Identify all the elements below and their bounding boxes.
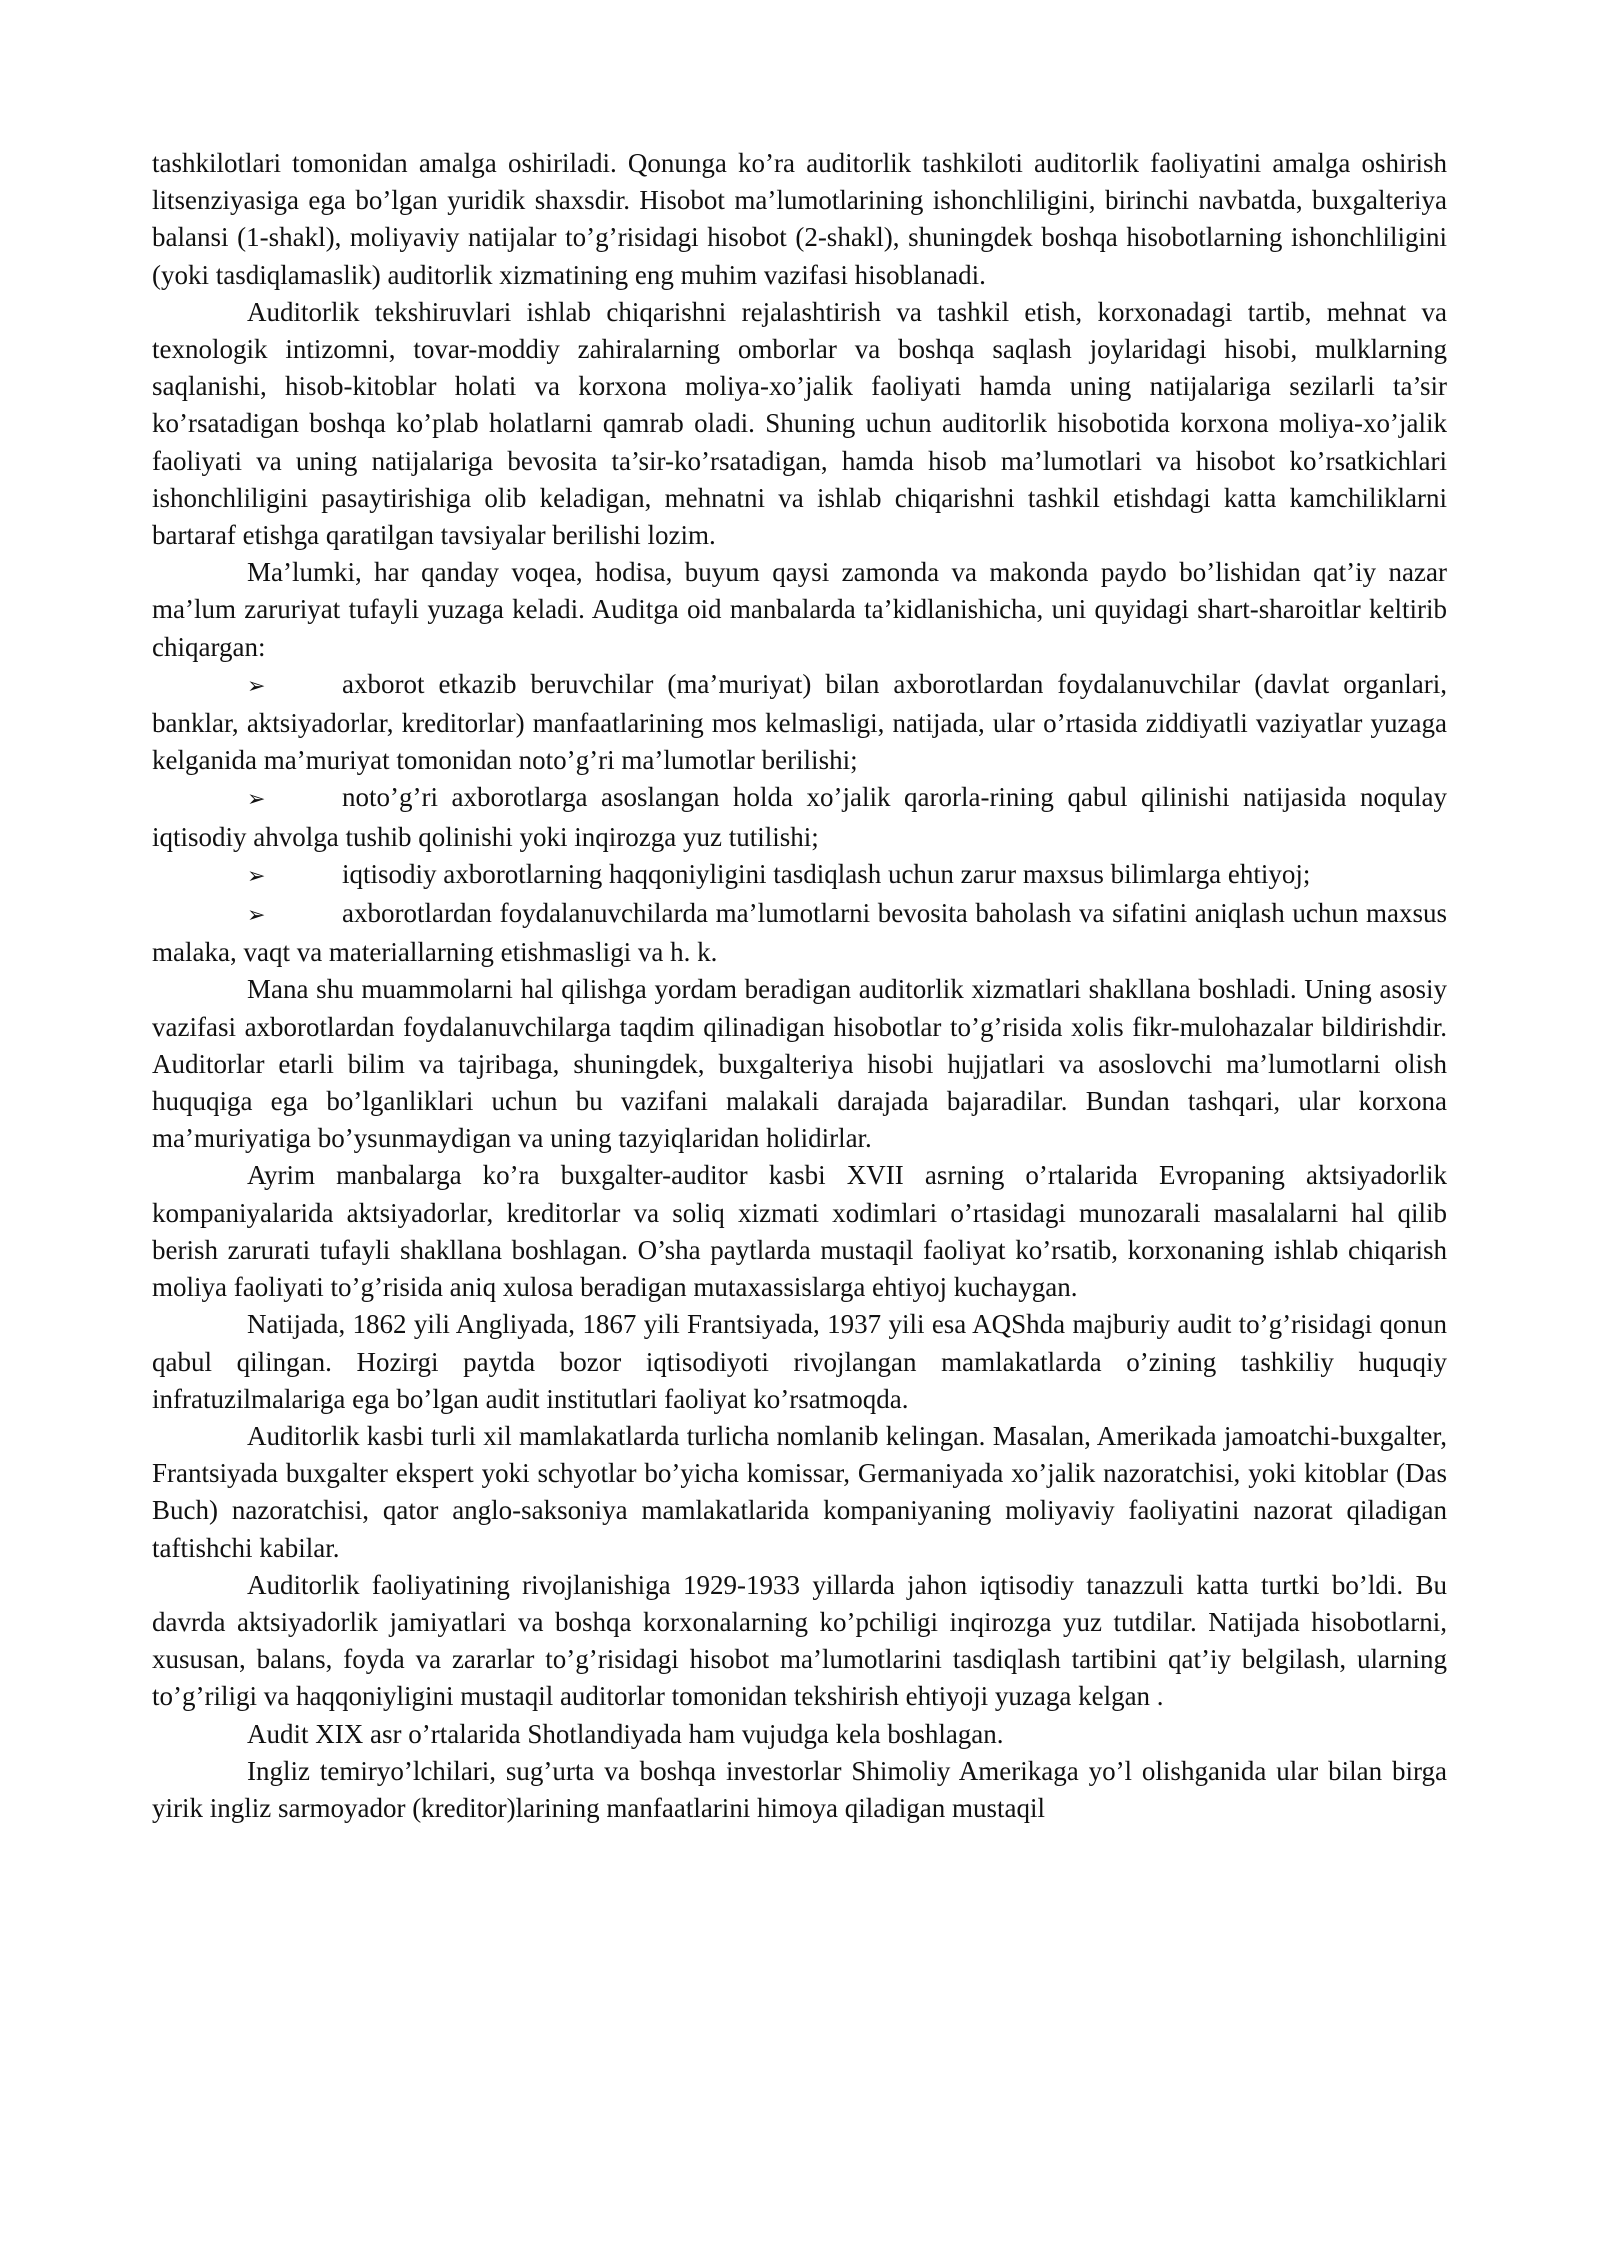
paragraph: Auditorlik faoliyatining rivojlanishiga 1929-1933 yillarda jahon iqtisodiy tanazzuli katta turtki bo’ldi. Bu davrda aktsiyadorlik jamiyatlari va boshqa korxonalarning ko’pchiligi inqirozga yuz tutdilar. Natijada hisobotlarni, xususan, balans, foyda va zararlar to’g’risidagi hisobot ma’lumotlarini tasdiqlash tartibini qat’iy belgilash, ularning to’g’riligi va haqqoniyligini mustaqil auditorlar tomonidan tekshirish ehtiyoji yuzaga kelgan . bbox=[152, 1569, 1447, 1712]
paragraph: Ingliz temiryo’lchilari, sug’urta va boshqa investorlar Shimoliy Amerikaga yo’l olishganida ular bilan birga yirik ingliz sarmoyador (kreditor)larining manfaatlarini himoya qiladigan mustaqil bbox=[152, 1755, 1447, 1823]
document-page bbox=[152, 145, 1447, 1827]
bullet-text: axborotlardan foydalanuvchilarda ma’lumotlarni bevosita baholash va sifatini aniqlash uchun maxsus malaka, vaqt va materiallarning etishmasligi va h. k. bbox=[152, 898, 1447, 968]
bullet-item bbox=[152, 856, 1447, 895]
paragraph: Mana shu muammolarni hal qilishga yordam beradigan auditorlik xizmatlari shakllana boshladi. Uning asosiy vazifasi axborotlardan foydalanuvchilarga taqdim qilinadigan hisobotlar to’g’risida xolis fikr-mulohazalar bildirishdir. Auditorlar etarli bilim va tajribaga, shuningdek, buxgalteriya hisobi hujjatlari va asoslovchi ma’lumotlarni olish huquqiga ega bo’lganliklari uchun bu vazifani malakali darajada bajaradilar. Bundan tashqari, ular korxona ma’muriyatiga bo’ysunmaydigan va uning tazyiqlaridan holidirlar. bbox=[152, 974, 1447, 1154]
bullet-item bbox=[152, 666, 1447, 780]
paragraph: Audit XIX asr o’rtalarida Shotlandiyada ham vujudga kela boshlagan. bbox=[247, 1718, 1004, 1749]
arrowhead-bullet-icon: ➢ bbox=[247, 673, 266, 699]
paragraph: Natijada, 1862 yili Angliyada, 1867 yili Frantsiyada, 1937 yili esa AQShda majburiy audit to’g’risidagi qonun qabul qilingan. Hozirgi paytda bozor iqtisodiyoti rivojlangan mamlakatlarda o’zining tashkiliy huquqiy infratuzilmalariga ega bo’lgan audit institutlari faoliyat ko’rsatmoqda. bbox=[152, 1309, 1447, 1414]
paragraph: Auditorlik tekshiruvlari ishlab chiqarishni rejalashtirish va tashkil etish, korxonadagi tartib, mehnat va texnologik intizomni, tovar-moddiy zahiralarning omborlar va boshqa saqlash joylaridagi hisobi, mulklarning saqlanishi, hisob-kitoblar holati va korxona moliya-xo’jalik faoliyati hamda uning natijalariga sezilarli ta’sir ko’rsatadigan boshqa ko’plab holatlarni qamrab oladi. Shuning uchun auditorlik hisobotida korxona moliya-xo’jalik faoliyati va uning natijalariga bevosita ta’sir-ko’rsatadigan, hamda hisob ma’lumotlari va hisobot ko’rsatkichlari ishonchliligini pasaytirishiga olib keladigan, mehnatni va ishlab chiqarishni tashkil etishdagi katta kamchiliklarni bartaraf etishga qaratilgan tavsiyalar berilishi lozim. bbox=[152, 296, 1447, 551]
bullet-text: axborot etkazib beruvchilar (ma’muriyat) bilan axborotlardan foydalanuvchilar (davlat organlari, banklar, aktsiyadorlar, kreditorlar) manfaatlarining mos kelmasligi, natijada, ular o’rtasida ziddiyatli vaziyatlar yuzaga kelganida ma’muriyat tomonidan noto’g’ri ma’lumotlar berilishi; bbox=[152, 668, 1447, 776]
paragraph: Auditorlik kasbi turli xil mamlakatlarda turlicha nomlanib kelingan. Masalan, Amerikada jamoatchi-buxgalter, Frantsiyada buxgalter ekspert yoki schyotlar bo’yicha komissar, Germaniyada xo’jalik nazoratchisi, yoki kitoblar (Das Buch) nazoratchisi, qator anglo-saksoniya mamlakatlarida kompaniyaning moliyaviy faoliyatini nazorat qiladigan taftishchi kabilar. bbox=[152, 1420, 1447, 1563]
bullet-text: iqtisodiy axborotlarning haqqoniyligini tasdiqlash uchun zarur maxsus bilimlarga ehtiyoj; bbox=[342, 858, 1311, 889]
paragraph: Ma’lumki, har qanday voqea, hodisa, buyum qaysi zamonda va makonda paydo bo’lishidan qat’iy nazar ma’lum zaruriyat tufayli yuzaga keladi. Auditga oid manbalarda ta’kidlanishicha, uni quyidagi shart-sharoitlar keltirib chiqargan: bbox=[152, 557, 1447, 662]
arrowhead-bullet-icon: ➢ bbox=[247, 903, 266, 929]
arrowhead-bullet-icon: ➢ bbox=[247, 863, 266, 889]
paragraph: tashkilotlari tomonidan amalga oshiriladi. Qonunga ko’ra auditorlik tashkiloti auditorlik faoliyatini amalga oshirish litsenziyasiga ega bo’lgan yuridik shaxsdir. Hisobot ma’lumotlarining ishonchliligini, birinchi navbatda, buxgalteriya balansi (1-shakl), moliyaviy natijalar to’g’risidagi hisobot (2-shakl), shuningdek boshqa hisobotlarning ishonchliligini (yoki tasdiqlamaslik) auditorlik xizmatining eng muhim vazifasi hisoblanadi. bbox=[152, 148, 1447, 290]
bullet-text: noto’g’ri axborotlarga asoslangan holda xo’jalik qarorla-rining qabul qilinishi natijasida noqulay iqtisodiy ahvolga tushib qolinishi yoki inqirozga yuz tutilishi; bbox=[152, 782, 1447, 852]
paragraph: Ayrim manbalarga ko’ra buxgalter-auditor kasbi XVII asrning o’rtalarida Evropaning aktsiyadorlik kompaniyalarida aktsiyadorlar, kreditorlar va soliq xizmati xodimlari o’rtasidagi munozarali masalalarni hal qilib berish zarurati tufayli shakllana boshlagan. O’sha paytlarda mustaqil faoliyat ko’rsatib, korxonaning ishlab chiqarish moliya faoliyati to’g’risida aniq xulosa beradigan mutaxassislarga ehtiyoj kuchaygan. bbox=[152, 1160, 1447, 1303]
bullet-item bbox=[152, 779, 1447, 855]
bullet-item bbox=[152, 895, 1447, 971]
arrowhead-bullet-icon: ➢ bbox=[247, 787, 266, 813]
